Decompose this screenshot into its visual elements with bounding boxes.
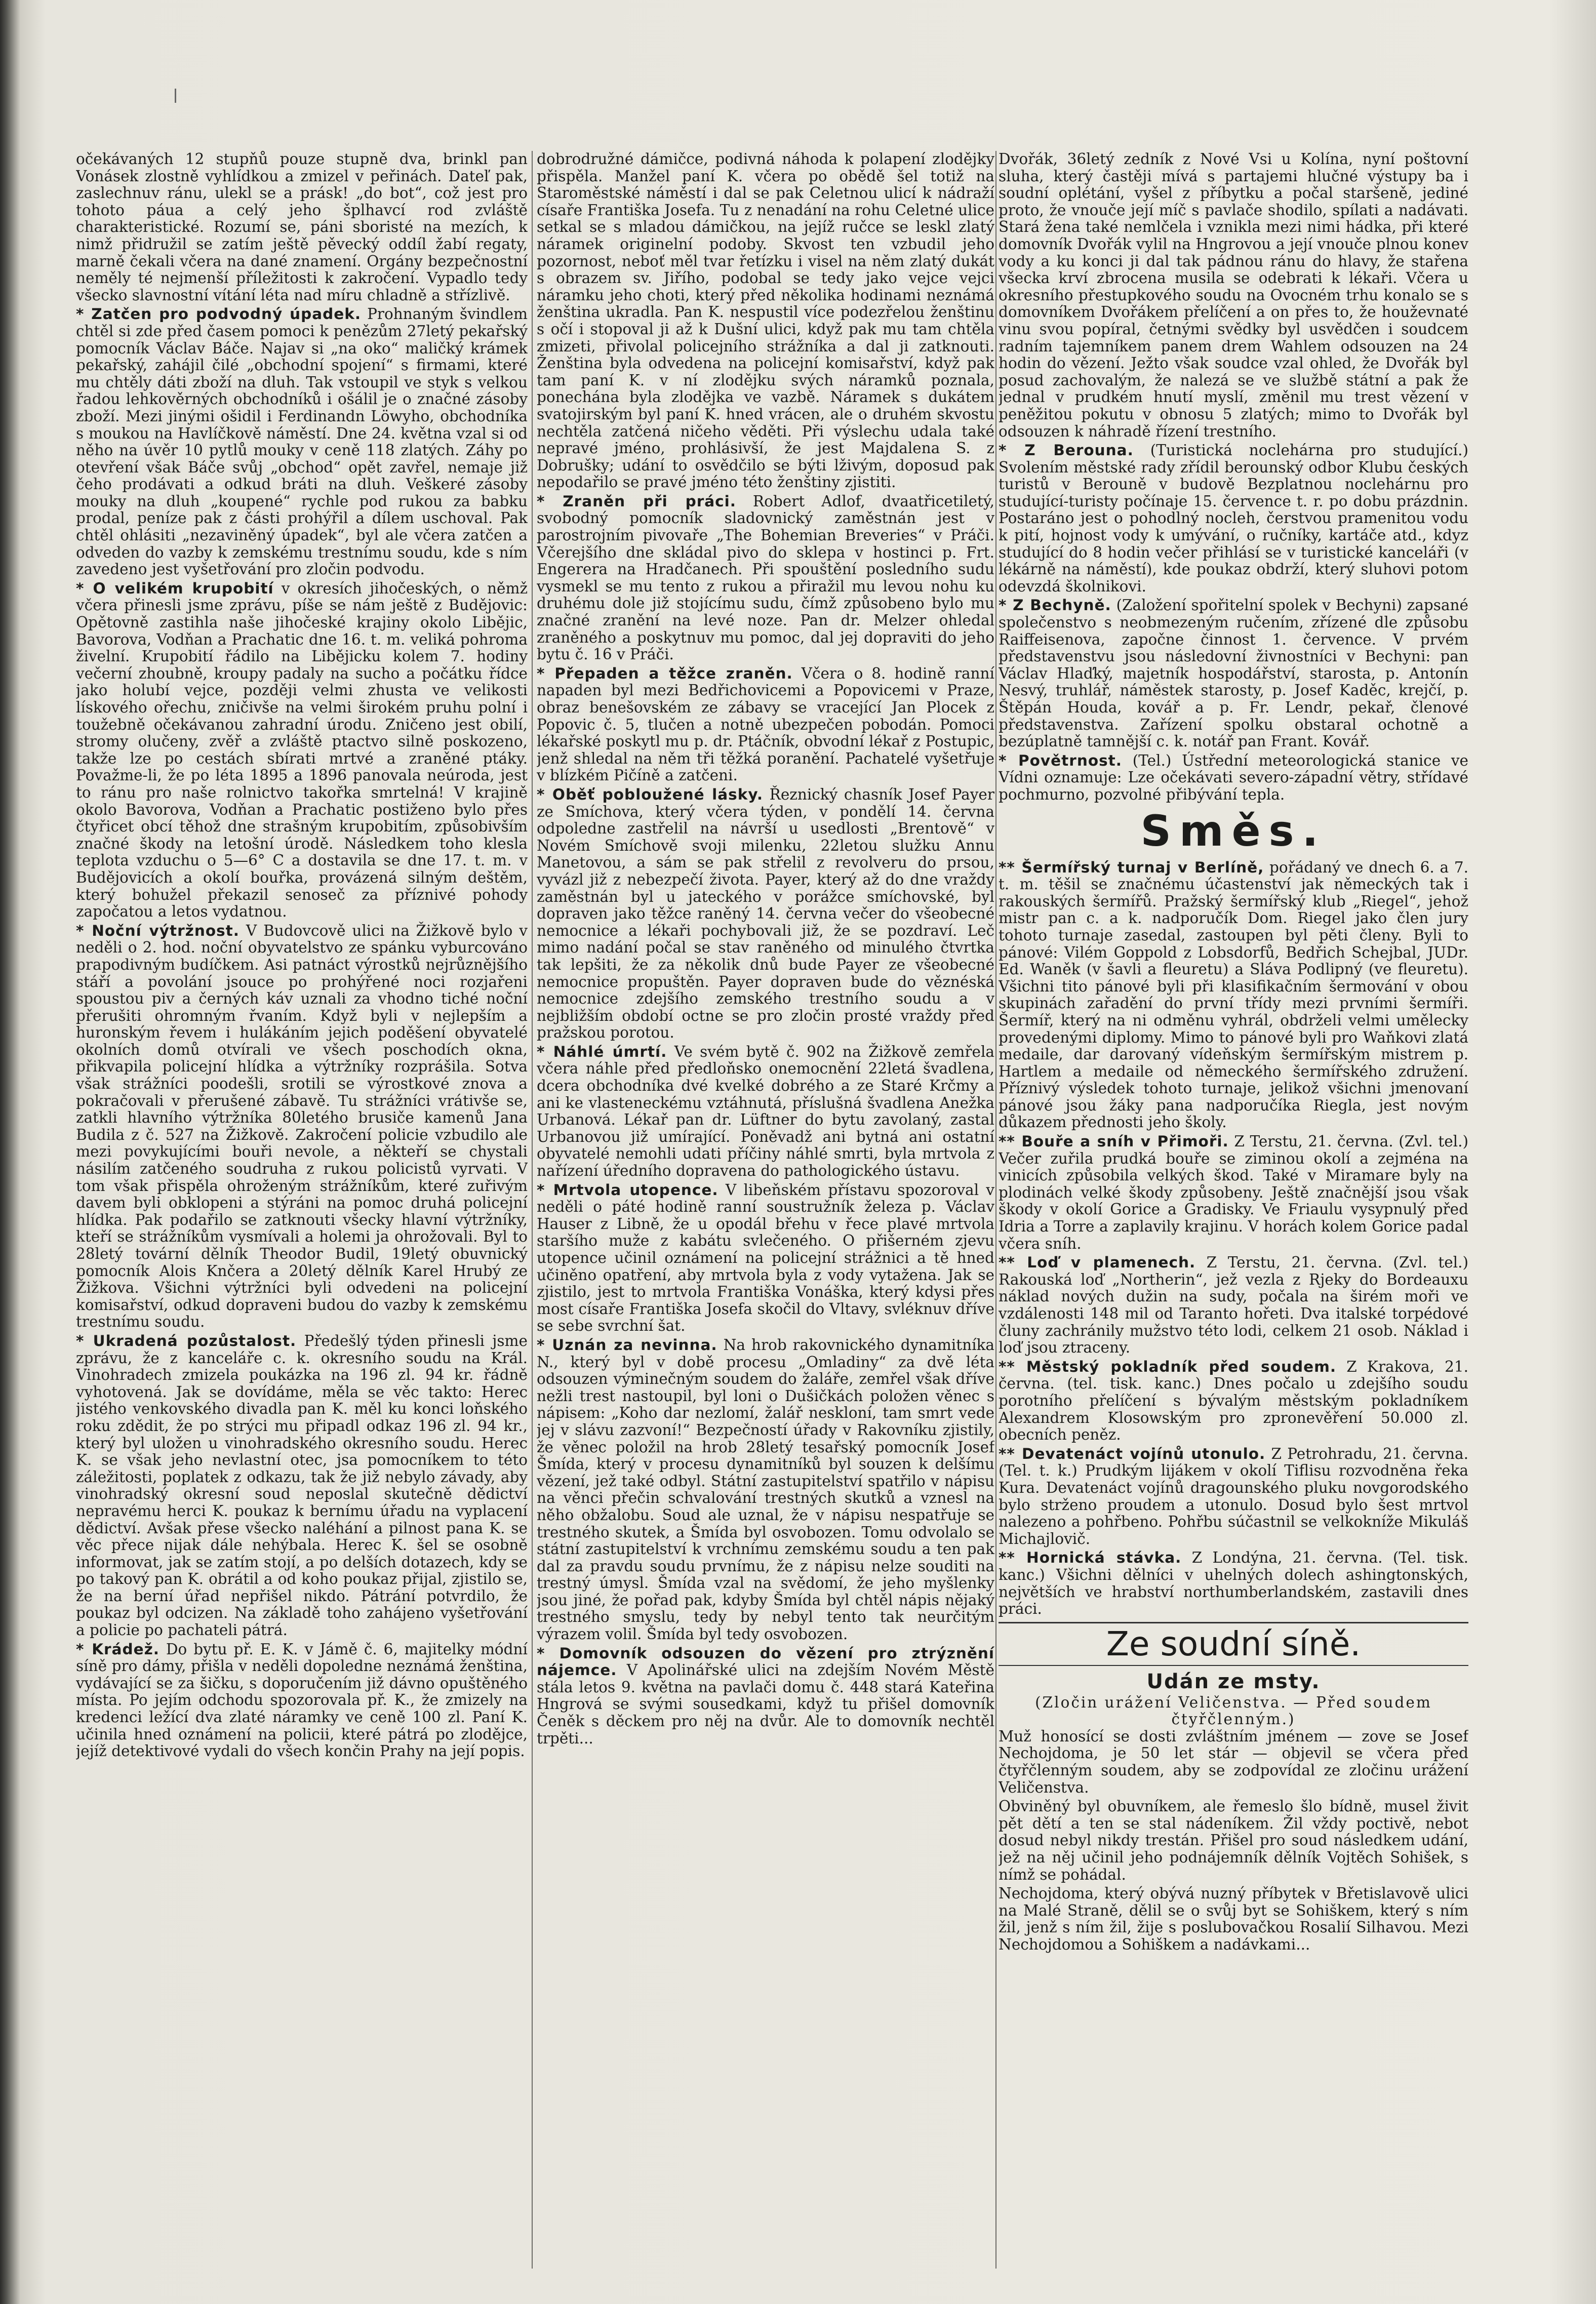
article-text: Z Terstu, 21. června. (Zvl. tel.) Večer zuřila prudká bouře se ziminou okolí a zejména na vinicích způsobila velkých škod. Také v Miramare byly na plodinách velké škody způsobeny. Ještě značnější jsou však škody v okolí Gorice a Gradisky. Ve Friaulu vysypnulý před Idria a Torre a zaplavily krajinu. V horách kolem Gorice padal včera sníh. [999,1133,1468,1252]
article-text: Obviněný byl obuvníkem, ale řemeslo šlo bídně, musel živit pět dětí a ten se stal nádeníkem. Žil vždy poctivě, nebot dosud nebyl nikdy trestán. Přišel pro soud následkem udání, jež na něj učinil jeho podnájemník dělník Vojtěch Sohišek, s nímž se pohádal. [999,1798,1468,1883]
article-paragraph [999,1728,1468,1796]
article-paragraph [537,1182,994,1335]
article-headline: * Zatčen pro podvodný úpadek. [76,305,362,323]
article-text: Včera o 8. hodině ranní napaden byl mezi Bedřichovicemi a Popovicemi v Praze, obraz benešovském ze zábavy se vracející Jan Plocek z Popovic č. 5, tlučen a notně ubezpečen pobodán. Pomoci lékařské poskytl mu p. dr. Ptáčník, obvodní lékař z Postupic, jenž shledal na něm tři těžká poranění. Pachatelé vyšetřuje v blízkém Pičíně a zatčeni. [537,664,994,784]
article-headline: * Povětrnost. [999,751,1122,769]
article-paragraph [76,580,528,921]
article-text: Do bytu př. E. K. v Jámě č. 6, majitelky módní síně pro dámy, přišla v neděli dopoledne neznámá ženština, vydávající se za šičku, s doporučením již dávno opuštěného místa. Po jejím odchodu spozorovala př. K., že zmizely na kredenci ležící dva zlaté náramky ve ceně 100 zl. Paní K. učinila hned oznámení na policii, které pátrá po zlodějce, jejíž detektivové vydali do všech končin Prahy na její popis. [76,1640,528,1760]
section-heading-smes: Směs. [1140,806,1327,856]
page-mark [175,89,176,103]
article-headline: ** Městský pokladník před soudem. [999,1358,1337,1375]
article-headline: * O velikém krupobití [76,579,274,597]
article-text: Ve svém bytě č. 902 na Žižkově zemřela včera náhle před předloňsko onemocnění 22letá švadlena, dcera obchodníka dvé kvelké dobrého a ze Staré Krčmy a ani ke vlasteneckému vztáhnutá, příslušná švadlena Anežka Urbanová. Lékař pan dr. Lüftner do bytu zavolaný, zastal Urbanovou již umírající. Poněvadž ani bytná ani ostatní obyvatelé nemohli udati příčiny náhlé smrti, byla mrtvola z nařízení úředního dopravena do pathologického ústavu. [537,1043,994,1180]
column-1 [76,151,528,2274]
article-headline: * Domovník odsouzen do vězení pro ztrýznění nájemce. [537,1644,994,1679]
column-2 [537,151,994,2274]
article-headline: * Náhlé úmrtí. [537,1043,667,1060]
article-paragraph [999,442,1468,595]
article-title: Udán ze msty. [1146,1670,1321,1693]
article-text: očekávaných 12 stupňů pouze stupně dva, brinkl pan Vonásek zlostně vyhlídkou a zmizel v peřinách. Dateľ pak, zaslechnuv ránu, ulekl se a prásk! „do bot“, což jest pro tohoto páua a celý jeho šplhavcí rod zvláště charakteristické. Rozumí se, páni sboristé na mezích, k nimž přidružil se zatím ještě pěvecký oddíl žabí regaty, marně čekali včera na dané znamení. Orgány bezpečnostní neměly té nejmenší příležitosti k zakročení. Vypadlo tedy všecko slavnostní vítání léta nad míru chladně a střízlivě. [76,151,528,304]
column-rule [995,151,996,2269]
article-paragraph [76,1333,528,1639]
article-text: Řeznický chasník Josef Payer ze Smíchova, který včera týden, v pondělí 14. června odpoledne zastřelil na návrší u usedlosti „Brentově“ v Novém Smíchově svoji milenku, 22letou služku Annu Manetovou, a sám se pak střelil z revolveru do prsou, vyvázl již z nebezpečí života. Payer, který až do dne vraždy zaměstnán byl u jateckého v porážce smíchovské, byl dopraven jako těžce raněný 14. června večer do všeobecné nemocnice a lékaři pochybovali již, že se pozdraví. Leč mimo nadání počal se stav raněného od minulého čtvrtka tak lepšiti, že za několik dnů bude Payer ze všeobecné nemocnice propuštěn. Payer dopraven bude do věznéská nemocnice zdejšího zemského trestního soudu a v nejbližším období octne se pro zločin prosté vraždy před pražskou porotou. [537,785,994,1042]
article-paragraph [76,923,528,1331]
article-text: Robert Adlof, dvaatřicetiletý, svobodný pomocník sladovnický zaměstnán jest v parostrojním pivovaře „The Bohemian Breveries“ v Práči. Včerejšího dne skládal pivo do sklepa v hostinci p. Frt. Engerera na Hradčanech. Při spouštění posledního sudu vysmekl se mu tento z rukou a přiražil mu levou nohu ku druhému dole již stojícímu sudu, čímž způsobeno bylo mu značné zranění na levé noze. Pan dr. Melzer ohledal zraněného a poskytnuv mu pomoc, dal jej dopraviti do jeho bytu č. 16 v Práči. [537,492,994,663]
section-box [999,1622,1468,1666]
article-text: Z Terstu, 21. června. (Zvl. tel.) Rakouská loď „Northerin“, jež vezla z Rjeky do Bordeauxu náklad nových dužin na sudy, počala na širém moři ve vzdálenosti 148 mil od Taranto hořeti. Dva italské torpédové čluny zachránily mužstvo této lodi, celkem 21 osob. Náklad i loď jsou ztraceny. [999,1254,1468,1357]
section-heading-court: Ze soudní síně. [1106,1624,1361,1663]
article-headline: ** Šermířský turnaj v Berlíně, [999,858,1264,876]
article-text: (Tel.) Ústřední meteorologická stanice ve Vídni oznamuje: Lze očekávati severo-západní větry, střídavé pochmurno, pozvolné přibývání tepla. [999,751,1468,803]
article-headline: * Z Bechyně. [999,597,1111,614]
article-text: pořádaný ve dnech 6. a 7. t. m. těšil se značnému účastenství jak německých tak i rakouských šermířů. Pražský šermířský klub „Riegel“, jehož mistr pan c. a k. nadporučík Dom. Riegel jako člen jury tohoto turnaje zasedal, zastoupen byl pěti členy. Byli to pánové: Vilém Goppold z Lobsdorfů, Bedřich Schejbal, JUDr. Ed. Waněk (v šavli a fleuretu) a Sláva Podlipný (ve fleuretu). Všichni tito pánové byli při klasifikačním šermování v obou skupinách zařadění do první třídy mezi prvními šermíři. Šermíř, který na ni odměnu vyhrál, obdrželi velmi umělecky provedenými diplomy. Mimo to pánové byli pro Waňkovi zlatá medaile, dar darovaný vídeňským šermířským mistrem p. Hartlem a medaile od německého šermířského združení. Příznivý výsledek tohoto turnaje, jelikož všichni jmenovaní pánové jsou žáky pana nadporučíka Riegla, jest novým důkazem přednosti jeho školy. [999,858,1468,1131]
article-text: V Apolinářské ulici na zdejším Novém Městě stála letos 9. května na pavlači domu č. 448 stará Kateřina Hngrová se svými sousedkami, když tu přišel domovník Čeněk s děckem pro něj na dvůr. Ale to domovník nechtěl trpěti... [537,1661,994,1747]
article-paragraph [999,1446,1468,1548]
article-text: Prohnaným švindlem chtěl si zde před časem pomoci k penězům 27letý pekařský pomocník Václav Báče. Najav si „na oko“ maličký krámek pekařský, zahájil čilé „obchodní spojení“ s firmami, které mu chtěly dáti zboží na dluh. Tak vstoupil ve styk s velkou řadou lehkověrných obchodníků i ošálil je o značné zásoby zboží. Mezi jinými ošidil i Ferdinandn Löwyho, obchodníka s moukou na Havlíčkově náměstí. Dne 24. května vzal si od něho na úvěr 10 pytlů mouky v ceně 118 zlatých. Záhy po otevření však Báče svůj „obchod“ opět zavřel, nemaje již čeho prodávati a odkud bráti na dluh. Veškeré zásoby mouky na dluh „koupené“ rychle pod rukou za babku prodal, peníze pak z části prohýřil a dílem uschoval. Pak chtěl ohlásiti „nezaviněný úpadek“, byl ale včera zatčen a odveden do vazby k zemskému trestnímu soudu, kde s ním zavedeno jest vyšetřování pro zločin podvodu. [76,305,528,578]
article-text: (Založení spořitelní spolek v Bechyni) zapsané společenstvo s neobmezeným ručením, zřízené dle způsobu Raiffeisenova, započne činnost 1. července. V prvém představenstvu jsou následovní živnostníci v Bechyni: pan Václav Hlaďký, majetník hospodářství, starosta, p. Antonín Nesvý, truhlář, náměstek starosty, p. Josef Kaděc, krejčí, p. Štěpán Houda, kovář a p. Fr. Lendr, pekař, členové představenstva. Zařízení spolku obstaral ochotně a bezúplatně tamnější c. k. notář pan Frant. Kovář. [999,597,1468,750]
article-headline: ** Hornická stávka. [999,1549,1182,1567]
article-text: v okresích jihočeských, o němž včera přinesli jsme zprávu, píše se nám ještě z Budějovic: Opětovně zastihla naše jihočeské krajiny okolo Libějic, Bavorova, Vodňan a Prachatic dne 16. t. m. veliká pohroma živelní. Krupobití řádilo na Libějicku kolem 7. hodiny večerní zhoubně, kroupy padaly na sucho a počátku řídce jako holubí vejce, později velmi zhusta ve velikosti lískového ořechu, zničivše na velmi širokém pruhu polní i toužebně očekávanou zahradní úrodu. Zničeno jest obilí, stromy olučeny, zvěř a zvláště ptactvo silně poskozeno, takže lze po cestách sbírati mrtvé a zraněné ptáky. Považme-li, že po léta 1895 a 1896 panovala neúroda, jest to ránu pro naše rolnictvo takořka smrtelná! V krajině okolo Bavorova, Vodňan a Prachatic postiženo bylo přes čtyřicet obcí těhož dne strašným krupobitím, způsobivším značné škody na letošní úrodě. Následkem toho klesla teplota vzduchu o 5—6° C a dostavila se dne 17. t. m. v Budějovicích a okolí bouřka, provázená silným deštěm, který bohužel překazil senoseč za příznivé pohody započatou a letos vydatnou. [76,579,528,921]
article-paragraph [537,665,994,784]
article-headline: * Uznán za nevinna. [537,1336,717,1354]
article-text: Z Londýna, 21. června. (Tel. tisk. kanc.) Všichni dělníci v uhelných dolech ashingtonských, největších ve hrabství northumberlandském, zastavili dnes práci. [999,1549,1468,1618]
article-paragraph [999,1359,1468,1444]
article-text: Z Krakova, 21. června. (tel. tisk. kanc.) Dnes počalo u zdejšího soudu porotního přelíčení s bývalým městským pokladníkem Alexandrem Klosowským pro zpronevěření 50.000 zl. obecních peněz. [999,1358,1468,1444]
article-paragraph [999,1798,1468,1883]
article-text: dobrodružné dámičce, podivná náhoda k polapení zlodějky přispěla. Manžel paní K. včera po obědě šel totiž na Staroměstské náměstí i dal se pak Celetnou ulicí k nádraží císaře Františka Josefa. Tu z nenadání na rohu Celetné ulice setkal se s mladou dámičkou, na jejíž ručce se leskl zlatý náramek originelní podoby. Skvost ten vzbudil jeho pozornost, neboť měl tvar řetízku i visel na něm zlatý dukát s obrazem sv. Jiřího, podobal se tedy jako vejce vejci náramku jeho choti, který před několika hodinami neznámá ženština ukradla. Pan K. nespustil více podezřelou ženštinu s očí i stopoval ji až k Dušní ulici, když pak mu tam chtěla zmizeti, přivolal policejního strážníka a dal ji zatknouti. Ženština byla odvedena na policejní komisařství, když pak tam paní K. v ní zlodějku svých náramků poznala, ponechána byla zlodějka ve vazbě. Náramek s dukátem svatojirským byl paní K. hned vrácen, ale o druhém skvostu nechtěla zatčená ničeho věděti. Při výslechu udala také nepravé jméno, prohlásivší, že jest Majdalena S. z Dobrušky; udání to osvědčilo se býti lživým, doposud pak nepodařilo se pravé jméno této ženštiny zjistiti. [537,151,994,491]
article-paragraph [76,306,528,578]
article-paragraph [537,1645,994,1747]
article-text: Nechojdoma, který obývá nuzný příbytek v Břetislavově ulici na Malé Straně, dělil se o svůj byt se Sohiškem, který s ním žil, jenž s ním žil, žije s poslubovačkou Rosalií Silhavou. Mezi Nechojdomou a Sohiškem a nadávkami... [999,1885,1468,1953]
article-paragraph [999,1885,1468,1953]
article-subtitle: (Zločin urážení Veličenstva. — Před soudem čtyřčlenným.) [1035,1693,1432,1728]
article-paragraph [76,151,528,304]
article-text: Na hrob rakovnického dynamitníka N., který byl v době procesu „Omladiny“ za dvě léta odsouzen výminečným soudem do žaláře, zemřel však dříve nežli trest nastoupil, byl loni o Dušičkách položen věnec s nápisem: „Koho dar nezlomí, žalář neskloní, tam smrt vede jej v slávu zazvoní!“ Bezpečností úřady v Rakovníku zjistily, že věnec položil na hrob 28letý tesařský pomocník Josef Šmída, který v procesu dynamitníků byl souzen k delšímu vězení, jež také odbyl. Státní zastupitelství spatřilo v nápisu na věnci přečin schvalování trestných skutků a vznesl na něho obžalobu. Soud ale uznal, že v nápisu nespatřuje se trestného skutek, a Šmída byl osvobozen. Tomu odvolalo se státní zastupitelství k vrchnímu zemskému soudu a ten pak dal za pravdu soudu prvnímu, že z nápisu nelze souditi na trestný úmysl. Šmída vzal na svědomí, že jeho myšlenky jsou jiné, že pořad pak, kdyby Šmída byl chtěl nápis nějaký trestného smyslu, tedy by nebyl tento tak neurčitým výrazem volil. Šmída byl tedy osvobozen. [537,1336,994,1643]
article-paragraph [537,151,994,491]
article-paragraph [999,1133,1468,1252]
article-paragraph [537,1337,994,1643]
article-paragraph [999,597,1468,750]
article-headline: * Noční výtržnost. [76,922,240,939]
article-paragraph [999,1550,1468,1617]
article-paragraph [999,151,1468,440]
article-headline: * Oběť pobloužené lásky. [537,785,764,803]
article-text: Předešlý týden přinesli jsme zprávu, že z kanceláře c. k. okresního soudu na Král. Vinohradech zmizela poukázka na 196 zl. 94 kr. řádně vyhotovená. Jak se dovídáme, měla se věc takto: Herec jistého venkovského divadla pan K. měl ku konci loňského roku zdědit, že po strýci mu připadl odkaz 196 zl. 94 kr., který byl uložen u vinohradského okresního soudu. Herec K. se však jeho nevlastní otec, jsa pomocníkem to této záležitosti, poplatek z odkazu, tak že již nebylo závady, aby vinohradský okresní soud neposlal skutečně dědictví nepravému herci K. poukaz k bernímu úřadu na vyplacení dědictví. Avšak přese všecko naléhání a pilnost pana K. se věc přece nijak dále nehýbala. Herec K. šel se osobně informovat, jak se zatím stojí, a po delších dotazech, kdy se po takový pan K. obrátil a od koho poukaz přijal, zjistilo se, že na berní úřad nepřišel nikdo. Pátrání potvrdilo, že poukaz byl odcizen. Na základě toho zahájeno vyšetřování a policie po pachateli pátrá. [76,1332,528,1639]
article-headline: ** Devatenáct vojínů utonulo. [999,1445,1266,1462]
article-text: V libeňském přístavu spozoroval v neděli o páté hodině ranní soustružník železa p. Václav Hauser z Libně, že u opodál břehu v řece plavé mrtvola staršího muže z kabátu svlečeného. O přišerném zjevu utopence učinil oznámení na policejní strážnici a tě hned učiněno opatření, aby mrtvola byla z vody vytažena. Jak se zjistilo, jest to mrtvola Františka Vonáška, který kdysi přes most císaře Františka Josefa skočil do Vltavy, svléknuv dříve se sebe svrchní šat. [537,1181,994,1335]
article-headline: ** Loď v plamenech. [999,1254,1196,1272]
column-3 [999,151,1468,2274]
article-headline: * Z Berouna. [999,442,1134,459]
article-text: Muž honosící se dosti zvláštním jménem — zove se Josef Nechojdoma, je 50 let stár — objevil se včera před čtyřčlenným soudem, aby se zodpovídal ze zločinu urážení Veličenstva. [999,1727,1468,1796]
article-headline: * Přepaden a těžce zraněn. [537,664,793,682]
article-paragraph [999,1254,1468,1357]
column-rule [532,151,533,2269]
article-paragraph [76,1641,528,1760]
article-headline: * Ukradená pozůstalost. [76,1332,297,1349]
article-text: (Turistická noclehárna pro studující.) Svolením městské rady zřídil berounský odbor Klubu českých turistů v Berouně v budově Bezplatnou noclehárnu pro studující-turisty počínaje 15. července t. r. po dobu prázdnin. Postaráno jest o pohodlný nocleh, čerstvou pramenitou vodu k pití, hojnost vody k umývání, o ručníky, kartáče atd., kdyz studující do 8 hodin večer přihlásí se v turistické kanceláři (v lékárně na náměstí), kde poukaz obdrží, který sluhovi potom odevzdá školnikovi. [999,442,1468,595]
article-text: Dvořák, 36letý zedník z Nové Vsi u Kolína, nyní poštovní sluha, který častěji mívá s partajemi hlučné výstupy ba i soudní oplétání, vyšel z příbytku a počal staršeně, jediné proto, že vnouče její míč s pavlače shodilo, spílati a nadávati. Stará žena také nemlčela i vznikla mezi nimi hádka, při které domovník Dvořák vylil na Hngrovou a její vnouče plnou konev vody a ku konci ji dal tak pádnou ránu do hlavy, že stařena všecka krví zbrocena musila se odebrati k lékaři. Včera u okresního přestupkového soudu na Ovocném trhu konalo se s domovníkem Dvořákem přelíčení a on přes to, že houževnaté vinu svou popíral, četnými svědky byl usvědčen i soudcem radním tajemníkem panem drem Wahlem odsouzen na 24 hodin do vězení. Ježto však soudce vzal ohled, že Dvořák byl posud zachovalým, že nalezá se ve službě státní a pak že jednal v prudkém hnutí myslí, změnil mu trest vězení v peněžitou pokutu v obnosu 5 zlatých; mimo to Dvořák byl odsouzen k náhradě řízení trestního. [999,151,1468,440]
article-paragraph [537,786,994,1042]
article-headline: ** Bouře a sníh v Přimoři. [999,1133,1229,1150]
article-text: V Budovcově ulici na Žižkově bylo v neděli o 2. hod. noční obyvatelstvo ze spánku vyburcováno prapodivným budíčkem. Asi patnáct výrostků nejrůznějšího stáří a povolání jsouce po prohýřené noci rozjařeni spoustou piv a černých káv uznali za vhodno tiché noční přerušiti ohromným řvaním. Když byli v nejlepším a huronským řevem i hulákáním jejich poděšení obyvatelé okolních domů otvírali ve všech poschodích okna, přikvapila policejní hlídka a výtržníky rozprášila. Sotva však strážníci poodešli, srotili se výrostkové znova a pokračovali v přerušené zábavě. Tu strážníci vrátivše se, zatkli hlavního výtržníka 80letého brusiče kamenů Jana Budila z č. 527 na Žižkově. Zakročení policie vzbudilo ale mezi povykujícími bouři nevole, a někteří se chystali násilím zatčeného soudruha z rukou policistů vyrvati. V tom však přispěla ohroženým strážníkům, které zuřivým davem byli obklopeni a stýráni na pomoc druhá policejní hlídka. Pak podařilo se zatknouti všecky hlavní výtržníky, kteří se strážníkům vysmívali a holemi ja ohrožovali. Byl to 28letý tovární dělník Theodor Budil, 19letý obuvnický pomocník Alois Knčera a 20letý dělník Karel Hrubý ze Žižkova. Všichni výtržníci byli odvedeni na policejní komisařství, odkud dopraveni budou do vazby k zemskému trestnímu soudu. [76,922,528,1331]
article-paragraph [999,752,1468,804]
article-text: Z Petrohradu, 21. června. (Tel. t. k.) Prudkým lijákem v okolí Tiflisu rozvodněna řeka Kura. Devatenáct vojínů dragounského pluku novgorodského bylo strženo proudem a utonulo. Dosud bylo šest mrtvol nalezeno a pohřbeno. Pohřbu súčastnil se velkokníže Mikuláš Michajlovič. [999,1445,1468,1547]
article-paragraph [537,1044,994,1180]
article-paragraph [537,493,994,663]
article-headline: * Zraněn při práci. [537,492,736,510]
article-headline: * Mrtvola utopence. [537,1181,719,1199]
article-headline: * Krádež. [76,1640,160,1658]
article-paragraph [999,859,1468,1132]
